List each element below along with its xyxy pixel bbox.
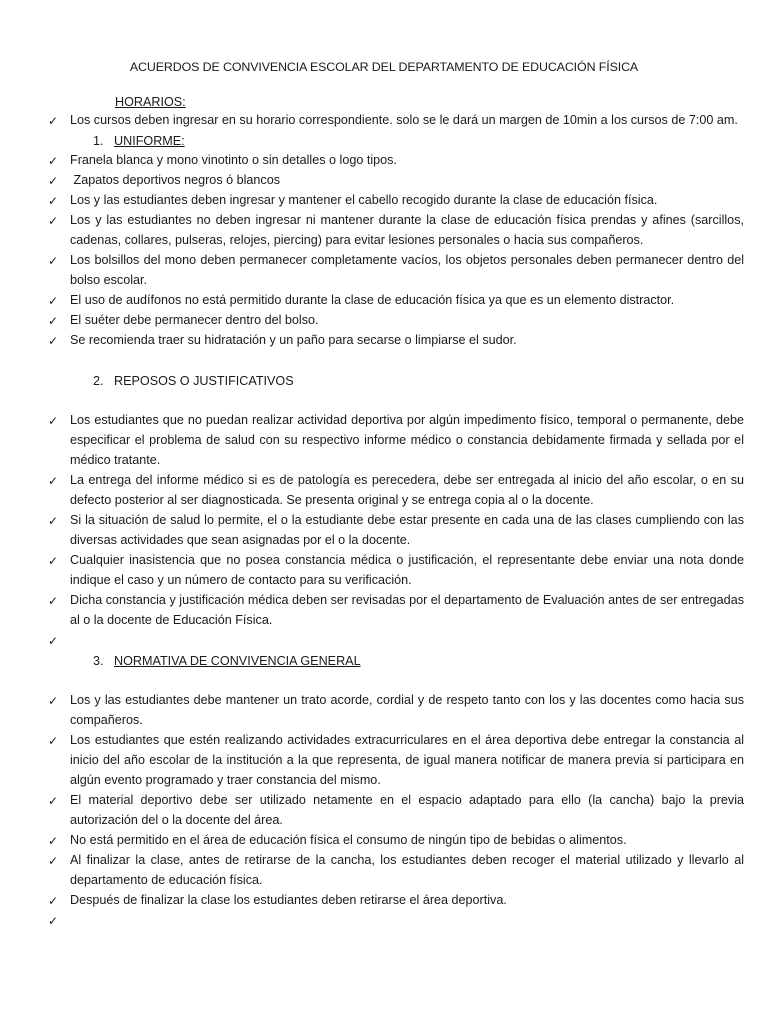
- list-item-text: Cualquier inasistencia que no posea constancia médica o justificación, el representante debe enviar una nota donde indique el caso y un número de contacto para su verificación.: [70, 553, 744, 587]
- list-item-text: Los y las estudiantes debe mantener un trato acorde, cordial y de respeto tanto con los y las docentes como hacia sus compañeros.: [70, 693, 744, 727]
- section-number: 3.: [93, 654, 104, 668]
- checkmark-icon: ✓: [48, 554, 59, 568]
- list-item-text: Se recomienda traer su hidratación y un paño para secarse o limpiarse el sudor.: [70, 333, 517, 347]
- checkmark-icon: ✓: [48, 254, 59, 268]
- list-item-text: Los bolsillos del mono deben permanecer completamente vacíos, los objetos personales deben permanecer dentro del bolso escolar.: [70, 253, 744, 287]
- checkmark-icon: ✓: [48, 794, 59, 808]
- list-item-text: Después de finalizar la clase los estudiantes deben retirarse el área deportiva.: [70, 893, 507, 907]
- list-item-text: No está permitido en el área de educación física el consumo de ningún tipo de bebidas o alimentos.: [70, 833, 627, 847]
- list-item-text: Si la situación de salud lo permite, el o la estudiante debe estar presente en cada una de las clases cumpliendo con las diversas actividades que sean asignadas por el o la docente.: [70, 513, 744, 547]
- checkmark-icon: ✓: [48, 734, 59, 748]
- horarios-heading-text: HORARIOS:: [115, 95, 186, 109]
- checkmark-icon: ✓: [48, 174, 59, 188]
- section-number: 2.: [93, 374, 104, 388]
- checkmark-icon: ✓: [48, 154, 59, 168]
- list-item-text: El uso de audífonos no está permitido durante la clase de educación física ya que es un elemento distractor.: [70, 293, 675, 307]
- list-item-text: El material deportivo debe ser utilizado netamente en el espacio adaptado para ello (la cancha) bajo la previa autorización del o la docente del área.: [70, 793, 744, 827]
- list-item-text: Franela blanca y mono vinotinto o sin detalles o logo tipos.: [70, 153, 397, 167]
- normativa-heading-text: NORMATIVA DE CONVIVENCIA GENERAL: [114, 654, 361, 668]
- list-item-text: Los estudiantes que no puedan realizar actividad deportiva por algún impedimento físico, temporal o permanente, debe especificar el problema de salud con su respectivo informe médico o constancia debidamente firmada y sellada por el médico tratante.: [70, 413, 744, 467]
- document-title: ACUERDOS DE CONVIVENCIA ESCOLAR DEL DEPARTAMENTO DE EDUCACIÓN FÍSICA: [129, 60, 639, 74]
- list-item-text: Los estudiantes que estén realizando actividades extracurriculares en el área deportiva debe entregar la constancia al inicio del año escolar de la institución a la que representa, de igual manera notificar de manera previa si participara en algún evento programado y traer constancia del mismo.: [70, 733, 744, 787]
- checkmark-icon: ✓: [48, 194, 59, 208]
- section-heading-horarios: [115, 95, 186, 109]
- list-item-text: El suéter debe permanecer dentro del bolso.: [70, 313, 319, 327]
- list-item-text: Al finalizar la clase, antes de retirarse de la cancha, los estudiantes deben recoger el material utilizado y llevarlo al departamento de educación física.: [70, 853, 744, 887]
- list-item-text: Dicha constancia y justificación médica deben ser revisadas por el departamento de Evaluación antes de ser entregadas al o la docente de Educación Física.: [70, 593, 744, 627]
- list-item-text: Los cursos deben ingresar en su horario correspondiente. solo se le dará un margen de 10min a los cursos de 7:00 am.: [70, 113, 738, 127]
- checkmark-icon: ✓: [48, 694, 59, 708]
- section-heading-reposos: [93, 374, 294, 388]
- checkmark-icon: ✓: [48, 914, 59, 928]
- list-item-text: Los y las estudiantes no deben ingresar ni mantener durante la clase de educación física prendas y afines (sarcillos, cadenas, collares, pulseras, relojes, piercing) para evitar lesiones personales o hacia sus compañeros.: [70, 213, 744, 247]
- uniforme-heading-text: UNIFORME:: [114, 134, 185, 148]
- checkmark-icon: ✓: [48, 114, 59, 128]
- section-heading-uniforme: [93, 134, 185, 148]
- checkmark-icon: ✓: [48, 834, 59, 848]
- checkmark-icon: ✓: [48, 474, 59, 488]
- checkmark-icon: ✓: [48, 294, 59, 308]
- section-number: 1.: [93, 134, 104, 148]
- checkmark-icon: ✓: [48, 894, 59, 908]
- checkmark-icon: ✓: [48, 634, 59, 648]
- list-item-text: La entrega del informe médico si es de patología es perecedera, debe ser entregada al inicio del año escolar, o en su defecto posterior al ser diagnosticada. Se presenta original y se entrega copia al o la docente.: [70, 473, 744, 507]
- list-item-text: Zapatos deportivos negros ó blancos: [70, 173, 281, 187]
- checkmark-icon: ✓: [48, 214, 59, 228]
- reposos-heading-text: REPOSOS O JUSTIFICATIVOS: [114, 374, 294, 388]
- checkmark-icon: ✓: [48, 594, 59, 608]
- checkmark-icon: ✓: [48, 414, 59, 428]
- list-item-text: Los y las estudiantes deben ingresar y mantener el cabello recogido durante la clase de educación física.: [70, 193, 658, 207]
- checkmark-icon: ✓: [48, 514, 59, 528]
- checkmark-icon: ✓: [48, 334, 59, 348]
- checkmark-icon: ✓: [48, 854, 59, 868]
- checkmark-icon: ✓: [48, 314, 59, 328]
- section-heading-normativa: [93, 654, 361, 668]
